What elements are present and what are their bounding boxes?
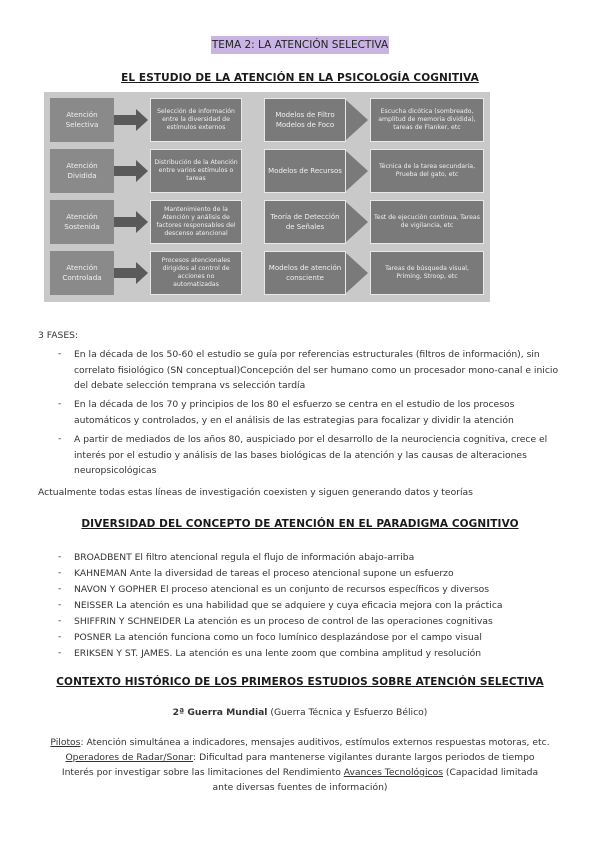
diagram-model-dividida: Modelos de Recursos [264, 149, 346, 193]
radar-term: Operadores de Radar/Sonar [65, 752, 194, 763]
attention-types-diagram [44, 92, 490, 302]
page-title: TEMA 2: LA ATENCIÓN SELECTIVA [211, 36, 389, 54]
diagram-label-dividida: Atención Dividida [50, 149, 114, 193]
interest-pre: Interés por investigar sobre las limitaciones del Rendimiento [61, 767, 344, 778]
section-heading-history: CONTEXTO HISTÓRICO DE LOS PRIMEROS ESTUDIOS SOBRE ATENCIÓN SELECTIVA [56, 676, 544, 688]
diagram-model-sostenida: Teoría de Detección de Señales [264, 200, 346, 244]
diagram-tasks-controlada: Tareas de búsqueda visual, Priming, Stroop, etc [370, 251, 484, 295]
author-item: ERIKSEN Y ST. JAMES. La atención es una lente zoom que combina amplitud y resolución [74, 648, 482, 659]
author-item: SHIFFRIN Y SCHNEIDER La atención es un proceso de control de las operaciones cognitivas [74, 616, 493, 627]
interest-post: (Capacidad limitada [443, 767, 539, 778]
war-line [0, 705, 600, 721]
phase-item: En la década de los 50-60 el estudio se guía por referencias estructurales (filtros de información), sin correlato fisiológico (SN conceptual)Concepción del ser humano como un procesador mono-canal e inicio del debate selección temprana vs selección tardía [74, 349, 559, 391]
bullet-dash: - [58, 348, 62, 359]
diagram-tasks-selectiva: Escucha dicótica (sombreado, amplitud de memoria dividida), tareas de Flanker, etc [370, 98, 484, 142]
diagram-desc-controlada: Procesos atencionales dirigidos al control de acciones no automatizadas [150, 251, 242, 295]
diagram-desc-selectiva: Selección de información entre la diversidad de estímulos externos [150, 98, 242, 142]
diagram-label-selectiva: Atención Selectiva [50, 98, 114, 142]
chevron-right-icon [346, 100, 370, 140]
war-subtitle: (Guerra Técnica y Esfuerzo Bélico) [267, 707, 428, 718]
arrow-right-icon [114, 210, 150, 234]
chevron-right-icon [346, 253, 370, 293]
bullet-dash: - [58, 398, 62, 409]
radar-text: : Dificultad para mantenerse vigilantes durante largos periodos de tiempo [193, 752, 535, 763]
phase-item: En la década de los 70 y principios de los 80 el esfuerzo se centra en el estudio de los procesos automáticos y controlados, y en el análisis de las estrategias para focalizar y dividir la atención [74, 399, 515, 426]
section-heading-diversity: DIVERSIDAD DEL CONCEPTO DE ATENCIÓN EN EL PARADIGMA COGNITIVO [81, 518, 519, 530]
phase-item: A partir de mediados de los años 80, auspiciado por el desarrollo de la neurociencia cognitiva, crece el interés por el estudio y análisis de las bases biológicas de la atención y las causas de alteraciones neuropsicológicas [74, 434, 548, 476]
diagram-tasks-sostenida: Test de ejecución continua, Tareas de vigilancia, etc [370, 200, 484, 244]
arrow-right-icon [114, 261, 150, 285]
arrow-right-icon [114, 159, 150, 183]
author-item: NAVON Y GOPHER El proceso atencional es un conjunto de recursos específicos y diversos [74, 584, 490, 595]
interest-line-2: ante diversas fuentes de información) [212, 782, 388, 793]
author-item: POSNER La atención funciona como un foco lumínico desplazándose por el campo visual [74, 632, 482, 643]
author-item: NEISSER La atención es una habilidad que se adquiere y cuya eficacia mejora con la práctica [74, 600, 503, 611]
diagram-model-controlada: Modelos de atención consciente [264, 251, 346, 295]
diagram-model-selectiva: Modelos de Filtro Modelos de Foco [264, 98, 346, 142]
war-title: 2ª Guerra Mundial [172, 707, 268, 718]
pilots-line [0, 735, 600, 751]
diagram-desc-dividida: Distribución de la Atención entre varios estímulos o tareas [150, 149, 242, 193]
bullet-dash: - [58, 647, 62, 658]
bullet-dash: - [58, 433, 62, 444]
diagram-desc-sostenida: Mantenimiento de la Atención y análisis de factores responsables del descenso atencional [150, 200, 242, 244]
bullet-dash: - [58, 631, 62, 642]
interest-line [0, 765, 600, 781]
diagram-tasks-dividida: Técnica de la tarea secundaria, Prueba del gato, etc [370, 149, 484, 193]
diagram-label-controlada: Atención Controlada [50, 251, 114, 295]
section-heading-study: EL ESTUDIO DE LA ATENCIÓN EN LA PSICOLOGÍA COGNITIVA [121, 72, 479, 84]
interest-term: Avances Tecnológicos [343, 767, 443, 778]
bullet-dash: - [58, 567, 62, 578]
phases-closing: Actualmente todas estas líneas de investigación coexisten y siguen generando datos y teorías [38, 487, 473, 498]
pilots-text: : Atención simultánea a indicadores, mensajes auditivos, estímulos externos respuestas motoras, etc. [80, 737, 550, 748]
chevron-right-icon [346, 151, 370, 191]
arrow-right-icon [114, 108, 150, 132]
bullet-dash: - [58, 583, 62, 594]
phases-intro: 3 FASES: [38, 330, 79, 341]
author-item: KAHNEMAN Ante la diversidad de tareas el proceso atencional supone un esfuerzo [74, 568, 454, 579]
diagram-label-sostenida: Atención Sostenida [50, 200, 114, 244]
bullet-dash: - [58, 551, 62, 562]
bullet-dash: - [58, 599, 62, 610]
bullet-dash: - [58, 615, 62, 626]
radar-line [0, 750, 600, 766]
author-item: BROADBENT El filtro atencional regula el flujo de información abajo-arriba [74, 552, 415, 563]
chevron-right-icon [346, 202, 370, 242]
pilots-term: Pilotos [50, 737, 81, 748]
